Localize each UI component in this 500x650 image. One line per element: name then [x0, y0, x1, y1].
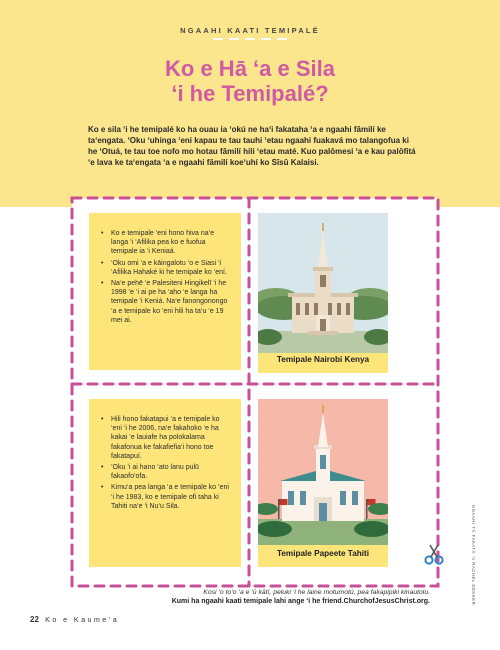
illustration-credit: NGAAHI TĀ FAKATĀ ‘A RACHEL DEKKER [471, 505, 476, 606]
card-1-image-card [258, 213, 388, 373]
card-1-caption: Temipale Nairobi Kenya [276, 355, 370, 364]
more-cards-note: Kumi ha ngaahi kaati temipale lahi ange ‘i he friend.ChurchofJesusChrist.org. [171, 598, 430, 605]
page-number: 22 [30, 615, 39, 624]
magazine-name: Ko e Kaume‘a [45, 615, 120, 624]
list-item: • Na‘e pehē ‘e Palesiteni Hingikelī ‘i he 1998 ‘e ‘i ai pe ha ‘aho ‘e langa ha temipale ‘i Keniá. Na‘e fanongonongo ‘a e temipale ko ‘eni hili ha ta‘u ‘e 19 mei ai. [101, 279, 231, 325]
list-item: • Kimu‘a pea langa ‘a e temipale ko ‘eni ‘i he 1983, ko e temipale ofi taha ki Tahiti na‘e ‘i Nu‘u Sila. [101, 483, 231, 511]
intro-paragraph: Ko e sila ‘i he temipalé ko ha ouau ia ‘okú ne ha‘i fakataha ‘a e ngaahi fāmilí ke ta‘engata. ‘Oku ‘uhinga ‘eni kapau te tau tauhi ‘etau ngaahi fuakavá mo talangofua ki he ‘Otuá, te tau toe nofo mo hotau fāmilí hili ‘etau maté. Kuo palōmesi ‘a e kau palōfitá ‘e lava ke ta‘engata ‘a e ngaahi fāmilí koe‘uhí ko Sīsū Kalaisi. [88, 125, 416, 167]
nairobi-temple-illustration [258, 213, 388, 353]
title-line-2: ‘i he Temipalé? [171, 81, 329, 106]
papeete-temple-illustration [258, 399, 388, 545]
card-2-bullet-list [89, 399, 241, 511]
list-item: • Hili hono fakatapui ‘a e temipale ko ‘eni ‘i he 2006, na‘e fakahoko ‘e ha kakai ‘e lauiafe ha polokalama fakafonua ke fakafiefia‘i hono toe fakatapuí. [101, 415, 231, 461]
title-line-1: Ko e Hā ‘a e Sila [165, 56, 335, 81]
card-1-bullet-list [89, 213, 241, 325]
card-2-text-panel [89, 399, 241, 567]
section-label: NGAAHI KAATI TEMIPALÉ [180, 26, 320, 35]
cut-instructions: Kosi ‘o to‘o ‘a e ‘ū kātí, peluki ‘i he laine motumotú, pea fakapipiki kinautolu. [203, 589, 430, 596]
scissors-icon [424, 543, 444, 565]
list-item: • Ko e temipale ‘eni hono hiva na‘e langa ‘i ‘Afilika pea ko e fuofua temipale ia ‘i Keniaá. [101, 229, 231, 257]
page-footer [30, 615, 119, 624]
card-2-caption: Temipale Papeete Tahiti [276, 549, 370, 558]
list-item: • ‘Oku omi ‘a e kāingalotu ‘o e Siasi ‘i ‘Afilika Hahaké ki he temipale ko ‘ení. [101, 259, 231, 277]
list-item: • ‘Oku ‘i ai hano ‘ato lanu pulū fakaofo‘ofa. [101, 463, 231, 481]
card-2-image-card [258, 399, 388, 567]
card-1-text-panel [89, 213, 241, 370]
